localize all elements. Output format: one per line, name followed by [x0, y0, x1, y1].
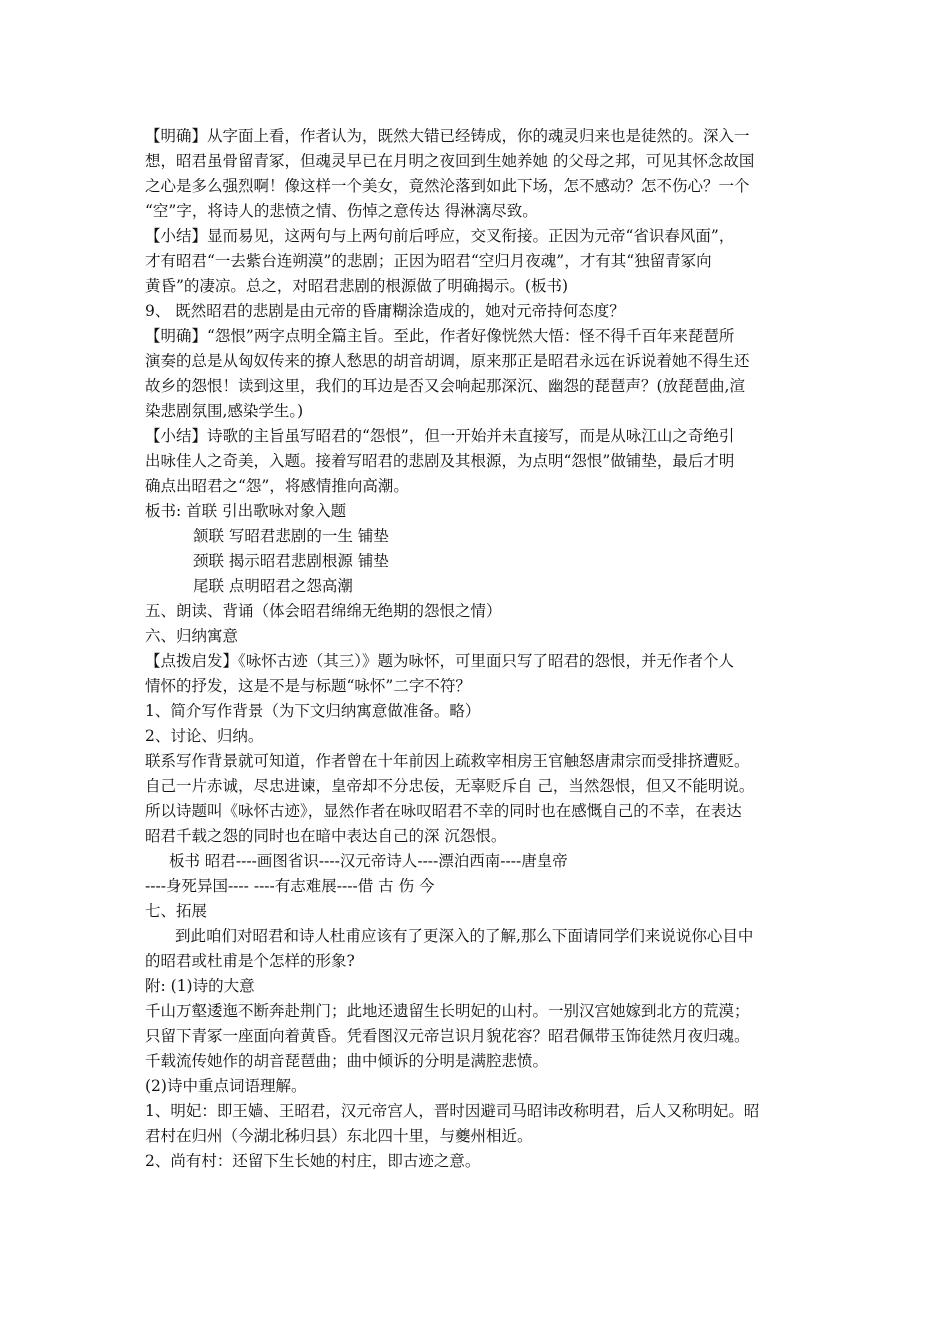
text-line: “空”字，将诗人的悲愤之情、伤悼之意传达 得淋漓尽致。 [145, 202, 538, 220]
text-line: 故乡的怨恨！读到这里，我们的耳边是否又会响起那深沉、幽怨的琵琶声？(放琵琶曲,渲 [145, 377, 745, 395]
board-outline-line: 颈联 揭示昭君悲剧根源 铺垫 [193, 552, 389, 570]
text-line: 自己一片赤诚，尽忠进谏，皇帝却不分忠佞，无辜贬斥自 己，当然怨恨，但又不能明说。 [145, 777, 755, 795]
document-body [145, 124, 813, 1174]
text-line: 想，昭君虽骨留青冢，但魂灵早已在月明之夜回到生她养她 的父母之邦，可见其怀念故国 [145, 152, 755, 170]
text-line: 2、讨论、归纳。 [145, 727, 264, 745]
text-line: 联系写作背景就可知道，作者曾在十年前因上疏救宰相房王官触怒唐肃宗而受排挤遭贬。 [145, 752, 750, 770]
section-heading: 七、拓展 [145, 902, 208, 920]
text-line: 染悲剧氛围,感染学生。) [145, 402, 304, 420]
text-line: 到此咱们对昭君和诗人杜甫应该有了更深入的了解,那么下面请同学们来说说你心目中 [175, 927, 754, 945]
text-line: 情怀的抒发，这是不是与标题“咏怀”二字不符？ [145, 677, 471, 695]
text-line: 【小结】显而易见，这两句与上两句前后呼应，交叉衔接。正因为元帝“省识春风面”， [145, 227, 735, 245]
text-line: 的昭君或杜甫是个怎样的形象? [145, 952, 355, 970]
text-line: 只留下青冢一座面向着黄昏。凭看图汉元帝岂识月貌花容？昭君佩带玉饰徒然月夜归魂。 [145, 1027, 750, 1045]
text-line: 才有昭君“一去紫台连朔漠”的悲剧；正因为昭君“空归月夜魂”，才有其“独留青冢向 [145, 252, 712, 270]
question-heading: 9、 既然昭君的悲剧是由元帝的昏庸糊涂造成的，她对元帝持何态度？ [145, 302, 625, 320]
text-line: 千载流传她作的胡音琵琶曲；曲中倾诉的分明是满腔悲愤。 [145, 1052, 549, 1070]
text-line: 昭君千载之怨的同时也在暗中表达自己的深 沉怨恨。 [145, 827, 507, 845]
board-outline-line: 板书 昭君----画图省识----汉元帝诗人----漂泊西南----唐皇帝 [169, 852, 568, 870]
text-line: 【明确】从字面上看，作者认为，既然大错已经铸成，你的魂灵归来也是徒然的。深入一 [145, 127, 750, 145]
appendix-heading: 附: (1)诗的大意 [145, 977, 255, 995]
board-outline-line: 板书: 首联 引出歌咏对象入题 [145, 502, 347, 520]
board-outline-line: 尾联 点明昭君之怨高潮 [193, 577, 353, 595]
text-line: 演奏的总是从匈奴传来的撩人愁思的胡音胡调，原来那正是昭君永远在诉说着她不得生还 [145, 352, 750, 370]
text-line: 君村在归州（今湖北秭归县）东北四十里，与夔州相近。 [145, 1127, 533, 1145]
text-line: 出咏佳人之奇美，入题。接着写昭君的悲剧及其根源，为点明“怨恨”做铺垫，最后才明 [145, 452, 735, 470]
text-line: 1、明妃：即王嫱、王昭君，汉元帝宫人，晋时因避司马昭讳改称明君，后人又称明妃。昭 [145, 1102, 760, 1120]
text-line: 【明确】“怨恨”两字点明全篇主旨。至此，作者好像恍然大悟：怪不得千百年来琵琶所 [145, 327, 735, 345]
board-outline-line: 颔联 写昭君悲剧的一生 铺垫 [193, 527, 389, 545]
appendix-heading: (2)诗中重点词语理解。 [145, 1077, 307, 1095]
text-line: 千山万壑逶迤不断奔赴荆门；此地还遗留生长明妃的山村。一别汉宫她嫁到北方的荒漠； [145, 1002, 750, 1020]
board-outline-line: ----身死异国---- ----有志难展----借 古 伤 今 [145, 877, 435, 895]
text-line: 之心是多么强烈啊！像这样一个美女，竟然沦落到如此下场，怎不感动？怎不伤心？一个 [145, 177, 750, 195]
text-line: 【小结】诗歌的主旨虽写昭君的“怨恨”，但一开始并未直接写，而是从咏江山之奇绝引 [145, 427, 735, 445]
text-line: 所以诗题叫《咏怀古迹》，显然作者在咏叹昭君不幸的同时也在感慨自己的不幸，在表达 [145, 802, 742, 820]
text-line: 确点出昭君之“怨”，将感情推向高潮。 [145, 477, 409, 495]
text-line: 1、简介写作背景（为下文归纳寓意做准备。略） [145, 702, 481, 720]
section-heading: 五、朗读、背诵（体会昭君绵绵无绝期的怨恨之情） [145, 602, 502, 620]
text-line: 黄昏”的凄凉。总之，对昭君悲剧的根源做了明确揭示。(板书) [145, 277, 569, 295]
text-line: 2、尚有村：还留下生长她的村庄，即古迹之意。 [145, 1152, 481, 1170]
text-line: 【点拨启发】《咏怀古迹（其三）》题为咏怀，可里面只写了昭君的怨恨，并无作者个人 [145, 652, 735, 670]
section-heading: 六、归纳寓意 [145, 627, 239, 645]
